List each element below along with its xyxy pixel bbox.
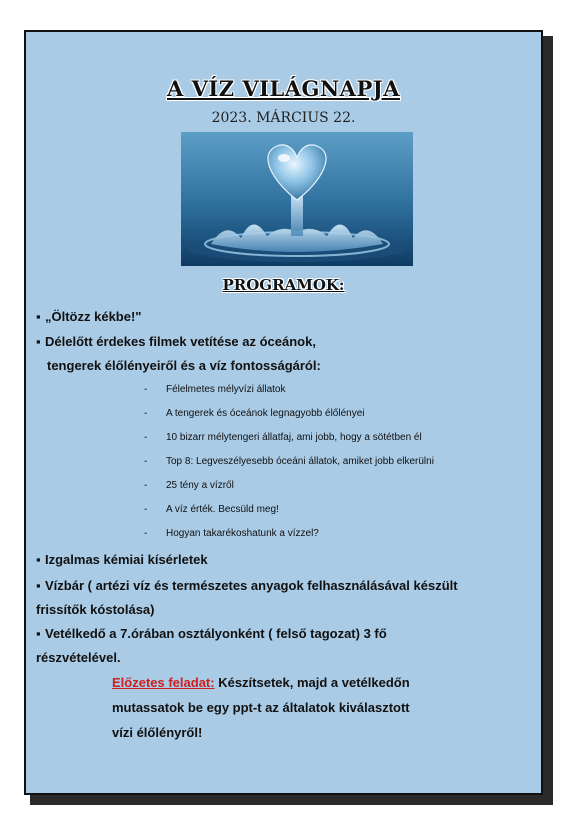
dash-icon: -: [144, 456, 148, 467]
dash-icon: -: [144, 528, 148, 539]
film-item: - A tengerek és óceánok legnagyobb élőlényei: [144, 408, 365, 419]
event-date: 2023. MÁRCIUS 22.: [211, 110, 356, 126]
item-text: Vízbár ( artézi víz és természetes anyagok felhasználásával készült: [45, 578, 458, 593]
list-item: [36, 552, 208, 567]
list-item: [36, 334, 316, 349]
film-item: - 25 tény a vízről: [144, 480, 234, 491]
film-item: - 10 bizarr mélytengeri állatfaj, ami jobb, hogy a sötétben él: [144, 432, 422, 443]
bullet-icon: ▪: [36, 309, 41, 324]
task-line: [112, 675, 410, 690]
dash-icon: -: [144, 408, 148, 419]
item-text: Délelőtt érdekes filmek vetítése az óceánok,: [45, 334, 316, 349]
film-item: - A víz érték. Becsüld meg!: [144, 504, 279, 515]
list-item: [36, 626, 387, 641]
list-item-continuation: részvételével.: [36, 650, 121, 665]
item-text: Izgalmas kémiai kísérletek: [45, 552, 208, 567]
dash-icon: -: [144, 480, 148, 491]
poster-page: [24, 30, 543, 795]
bullet-icon: ▪: [36, 578, 41, 593]
bullet-icon: ▪: [36, 626, 41, 641]
task-line: vízi élőlényről!: [112, 725, 203, 740]
list-item-continuation: tengerek élőlényeiről és a víz fontosságáról:: [47, 358, 321, 373]
film-item: - Top 8: Legveszélyesebb óceáni állatok, amiket jobb elkerülni: [144, 456, 434, 467]
list-item: [36, 309, 141, 324]
task-text: Készítsetek, majd a vetélkedőn: [214, 675, 410, 690]
item-text: „Öltözz kékbe!": [45, 309, 142, 324]
bullet-icon: ▪: [36, 334, 41, 349]
film-item: - Hogyan takarékoshatunk a vízzel?: [144, 528, 319, 539]
list-item: [36, 578, 458, 593]
poster-title: A VÍZ VILÁGNAPJA: [167, 76, 400, 101]
dash-icon: -: [144, 504, 148, 515]
item-text: Vetélkedő a 7.órában osztályonként ( felső tagozat) 3 fő: [45, 626, 387, 641]
heart-water-splash-image: [181, 132, 413, 266]
bullet-icon: ▪: [36, 552, 41, 567]
task-line: mutassatok be egy ppt-t az általatok kiválasztott: [112, 700, 410, 715]
task-label: Előzetes feladat:: [112, 675, 215, 690]
film-item: - Félelmetes mélyvízi állatok: [144, 384, 286, 395]
dash-icon: -: [144, 384, 148, 395]
list-item-continuation: frissítők kóstolása): [36, 602, 155, 617]
programs-heading: PROGRAMOK:: [222, 276, 345, 294]
dash-icon: -: [144, 432, 148, 443]
